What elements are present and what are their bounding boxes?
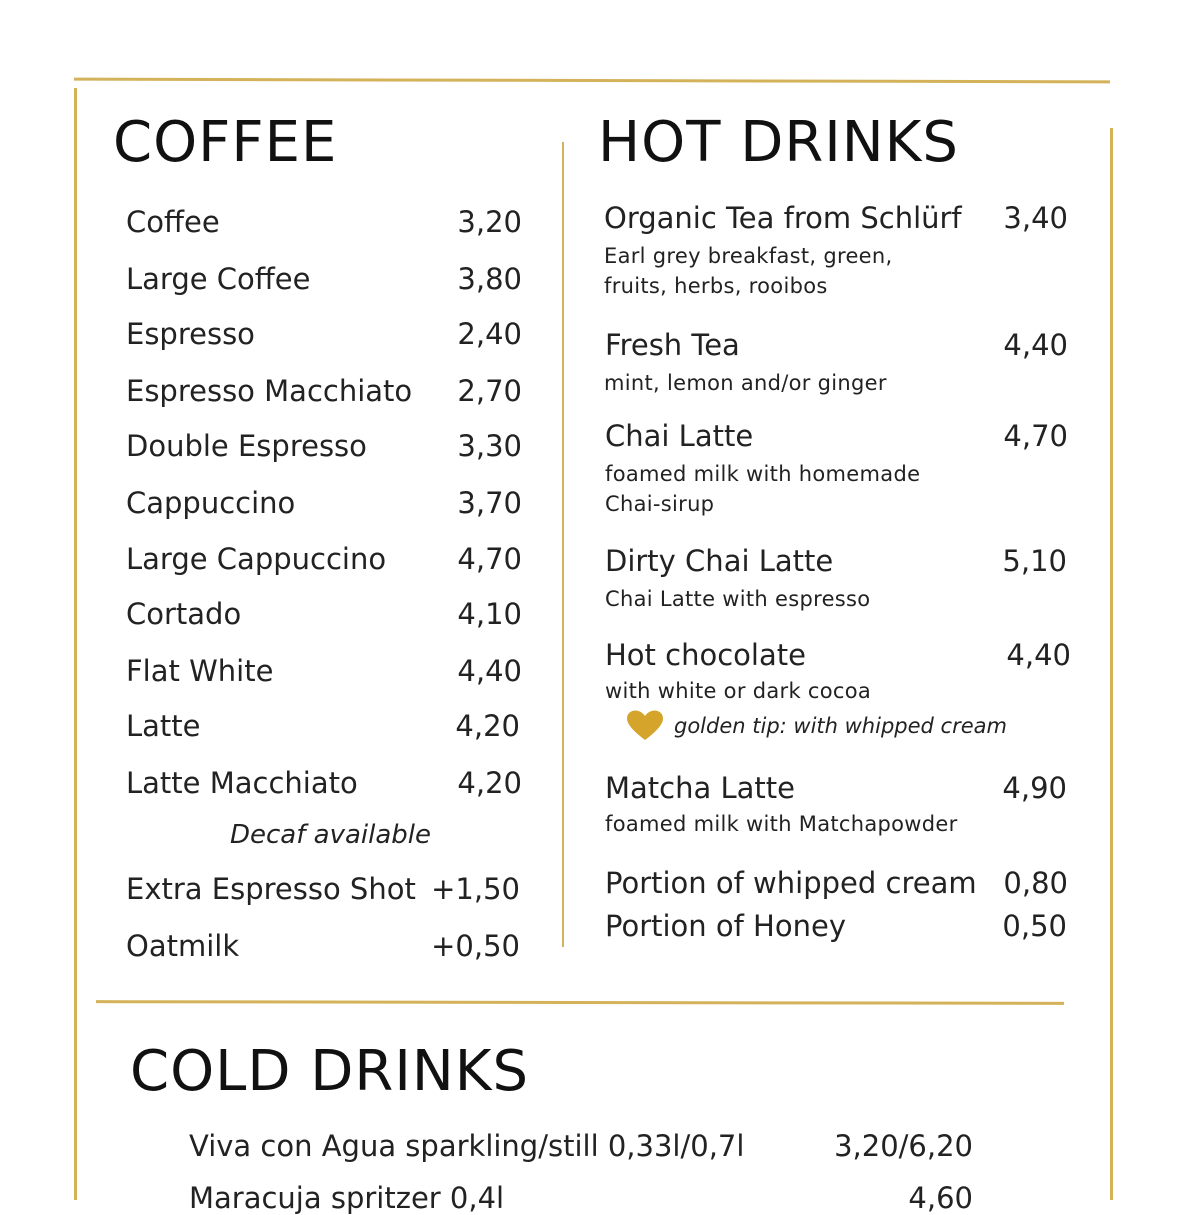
item-name: Espresso (126, 317, 255, 351)
item-name: Portion of Honey (605, 909, 846, 943)
item-description (605, 676, 871, 706)
item-price: 3,30 (457, 429, 522, 463)
description-line: Earl grey breakfast, green, (604, 244, 893, 268)
item-name: Matcha Latte (605, 771, 795, 805)
hot-drink-item (605, 328, 1068, 362)
item-price: 4,40 (1006, 638, 1071, 672)
item-price: 4,70 (457, 542, 522, 576)
description-line: foamed milk with homemade (605, 462, 921, 486)
portion-item (605, 909, 1067, 943)
golden-tip-text: golden tip: with whipped cream (674, 714, 1007, 738)
item-name: Large Cappuccino (126, 542, 387, 576)
item-name: Portion of whipped cream (605, 866, 977, 900)
item-price: 3,80 (457, 262, 522, 296)
item-description (605, 584, 870, 614)
item-price: 4,90 (1002, 771, 1067, 805)
coffee-heading: COFFEE (113, 110, 338, 175)
description-line: with white or dark cocoa (605, 679, 872, 703)
item-name: Latte Macchiato (126, 766, 358, 800)
heart-icon (626, 710, 664, 742)
item-price: 5,10 (1002, 544, 1067, 578)
item-price: 2,70 (457, 374, 522, 408)
hot-drink-item (604, 201, 1068, 235)
item-price: 3,70 (457, 486, 522, 520)
item-name: Latte (126, 709, 201, 743)
item-price: 3,40 (1003, 201, 1068, 235)
hot-drink-item (605, 638, 1071, 672)
item-name: Oatmilk (126, 929, 240, 963)
gold-section-divider (96, 1000, 1064, 1005)
item-name: Organic Tea from Schlürf (604, 201, 962, 235)
item-name: Flat White (126, 654, 274, 688)
coffee-item (126, 205, 522, 239)
coffee-item (126, 429, 522, 463)
item-price: +1,50 (431, 872, 520, 906)
item-description (604, 368, 887, 398)
item-name: Espresso Macchiato (126, 374, 413, 408)
item-price: 0,80 (1003, 866, 1068, 900)
coffee-item (126, 486, 522, 520)
item-name: Maracuja spritzer 0,4l (189, 1181, 505, 1215)
item-name: Large Coffee (126, 262, 311, 296)
description-line: foamed milk with Matchapowder (605, 812, 958, 836)
description-line: fruits, herbs, rooibos (604, 274, 828, 299)
item-name: Coffee (126, 205, 220, 239)
coffee-item (126, 766, 522, 800)
coffee-item (126, 654, 522, 688)
item-description (605, 459, 920, 520)
coffee-item (126, 597, 522, 631)
description-line: Chai-sirup (605, 492, 715, 517)
gold-column-divider (562, 142, 564, 947)
coffee-extra-item (126, 929, 520, 963)
golden-tip (626, 710, 1007, 742)
item-price: 4,40 (1003, 328, 1068, 362)
item-name: Chai Latte (605, 419, 754, 453)
gold-border-top (74, 78, 1110, 84)
item-name: Hot chocolate (605, 638, 806, 672)
hot-drinks-heading: HOT DRINKS (598, 110, 959, 175)
item-name: Viva con Agua sparkling/still 0,33l/0,7l (189, 1129, 745, 1163)
item-price: 4,10 (457, 597, 522, 631)
item-name: Cortado (126, 597, 242, 631)
item-name: Double Espresso (126, 429, 367, 463)
cold-drink-item (189, 1129, 973, 1163)
coffee-item (126, 317, 522, 351)
cold-drinks-heading: COLD DRINKS (130, 1039, 530, 1104)
item-name: Cappuccino (126, 486, 296, 520)
coffee-item (126, 374, 522, 408)
item-price: +0,50 (431, 929, 520, 963)
description-line: Chai Latte with espresso (605, 587, 871, 611)
item-description (605, 809, 958, 839)
item-price: 4,40 (457, 654, 522, 688)
coffee-item (126, 262, 522, 296)
description-line: mint, lemon and/or ginger (604, 371, 887, 395)
coffee-item (126, 709, 520, 743)
coffee-item (126, 542, 522, 576)
item-price: 3,20 (457, 205, 522, 239)
hot-drink-item (605, 544, 1067, 578)
decaf-note: Decaf available (230, 820, 432, 850)
gold-border-right (1110, 128, 1113, 1200)
hot-drink-item (605, 771, 1067, 805)
cold-drink-item (189, 1181, 973, 1215)
item-description (604, 241, 892, 302)
item-name: Fresh Tea (605, 328, 740, 362)
item-name: Dirty Chai Latte (605, 544, 834, 578)
item-price: 4,20 (455, 709, 520, 743)
item-price: 4,70 (1003, 419, 1068, 453)
portion-item (605, 866, 1068, 900)
item-price: 4,60 (908, 1181, 973, 1215)
item-name: Extra Espresso Shot (126, 872, 416, 906)
item-price: 0,50 (1002, 909, 1067, 943)
coffee-extra-item (126, 872, 520, 906)
gold-border-left (74, 88, 77, 1200)
item-price: 4,20 (457, 766, 522, 800)
item-price: 3,20/6,20 (834, 1129, 973, 1163)
item-price: 2,40 (457, 317, 522, 351)
hot-drink-item (605, 419, 1068, 453)
